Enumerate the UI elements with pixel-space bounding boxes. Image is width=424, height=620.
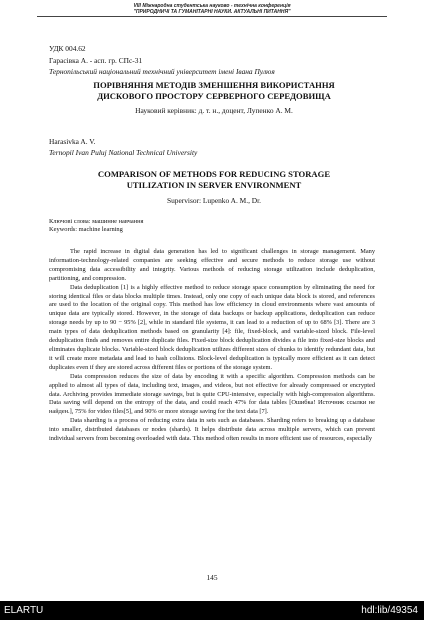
page-number: 145	[206, 573, 218, 582]
handle-link[interactable]: hdl:lib/49354	[361, 605, 418, 616]
paper-title-uk	[49, 80, 379, 102]
conference-theme: "ПРИРОДНИЧІ ТА ГУМАНІТАРНІ НАУКИ. АКТУАЛЬНІ ПИТАННЯ"	[133, 9, 291, 15]
keywords-uk: Ключові слова: машинне навчання	[49, 218, 144, 225]
affiliation-uk: Тернопільський національний технічний університет імені Івана Пулюя	[49, 67, 275, 76]
author-uk: Гарасівка А. - асп. гр. СПс-31	[49, 56, 143, 65]
author-en: Harasivka A. V.	[49, 137, 96, 146]
paper-title-en	[49, 169, 379, 191]
conference-name: VIII Міжнародна студентська науково - технічна конференція	[133, 3, 291, 9]
paragraph: Data deduplication [1] is a highly effective method to reduce storage space consumption by eliminating the need for storing identical files or data blocks multiple times. Instead, only one copy of each unique data block is stored, and references are used to the location of the original copy. This method has low efficiency in cloud environments where vast amounts of unique data are typically stored. However, in the storage of data backups or backup applications, deduplication can reduce storage needs by up to 90 − 95% [2], while in standard file systems, it can lead to a reduction of up to 68% [3]. There are 3 main types of data deduplication methods based on granularity [4]: file, fixed-block, and variable-sized block. File-level deduplication finds and removes entire duplicate files. Fixed-size block deduplication divides a file into fixed-size blocks and eliminates duplicate blocks. Variable-sized block deduplication utilizes different sizes of chunks to identify redundant data, but it will create more metadata and lead to hash collisions. Block-level deduplication is typically more efficient as it can detect duplicates even if they are stored across different files or portions of the storage system.	[49, 283, 375, 371]
title-uk-line: ПОРІВНЯННЯ МЕТОДІВ ЗМЕНШЕННЯ ВИКОРИСТАННЯ	[93, 80, 335, 90]
udc-code: УДК 004.62	[49, 44, 86, 53]
supervisor-uk: Науковий керівник: д. т. н., доцент, Лупенко А. М.	[135, 106, 293, 115]
paragraph: The rapid increase in digital data generation has led to significant challenges in storage management. Many information-technology-related companies are seeking effective and secure methods to reduce storage use without compromising data accessibility and integrity. Various methods of reducing storage utilization include deduplication, partitioning, and compression.	[49, 248, 375, 282]
title-en-line: UTILIZATION IN SERVER ENVIRONMENT	[126, 180, 302, 190]
body-text	[49, 248, 375, 444]
keywords-en: Keywords: machine learning	[49, 226, 123, 233]
supervisor-en: Supervisor: Lupenko A. M., Dr.	[166, 196, 262, 205]
affiliation-en: Ternopil Ivan Puluj National Technical University	[49, 148, 198, 157]
header-divider	[37, 16, 387, 17]
title-uk-line: ДИСКОВОГО ПРОСТОРУ СЕРВЕРНОГО СЕРЕДОВИЩА	[97, 91, 331, 101]
paragraph: Data sharding is a process of reducing extra data in sets such as databases. Sharding refers to breaking up a database into smaller, distributed databases or nodes (shards). It helps distribute data across multiple servers, which can prevent individual servers from becoming overloaded with data. This method often results in more efficient use of resources, especially	[49, 417, 375, 443]
paragraph: Data compression reduces the size of data by encoding it with a specific algorithm. Compression methods can be applied to almost all types of data, including text, images, and videos, but not effective for already compressed or encrypted data. Archiving provides immediate storage savings, but is quite CPU-intensive, especially with high-compression algorithms. Data saving will depend on the entropy of the data, and could reach 47% for data tables [Ошибка! Источник ссылки не найден.], 75% for video files[5], and 90% or more storage saving for the text data [7].	[49, 372, 375, 416]
repository-footer	[0, 601, 424, 620]
title-en-line: COMPARISON OF METHODS FOR REDUCING STORAGE	[97, 169, 331, 179]
conference-header	[0, 3, 424, 15]
repository-name: ELARTU	[4, 605, 44, 616]
